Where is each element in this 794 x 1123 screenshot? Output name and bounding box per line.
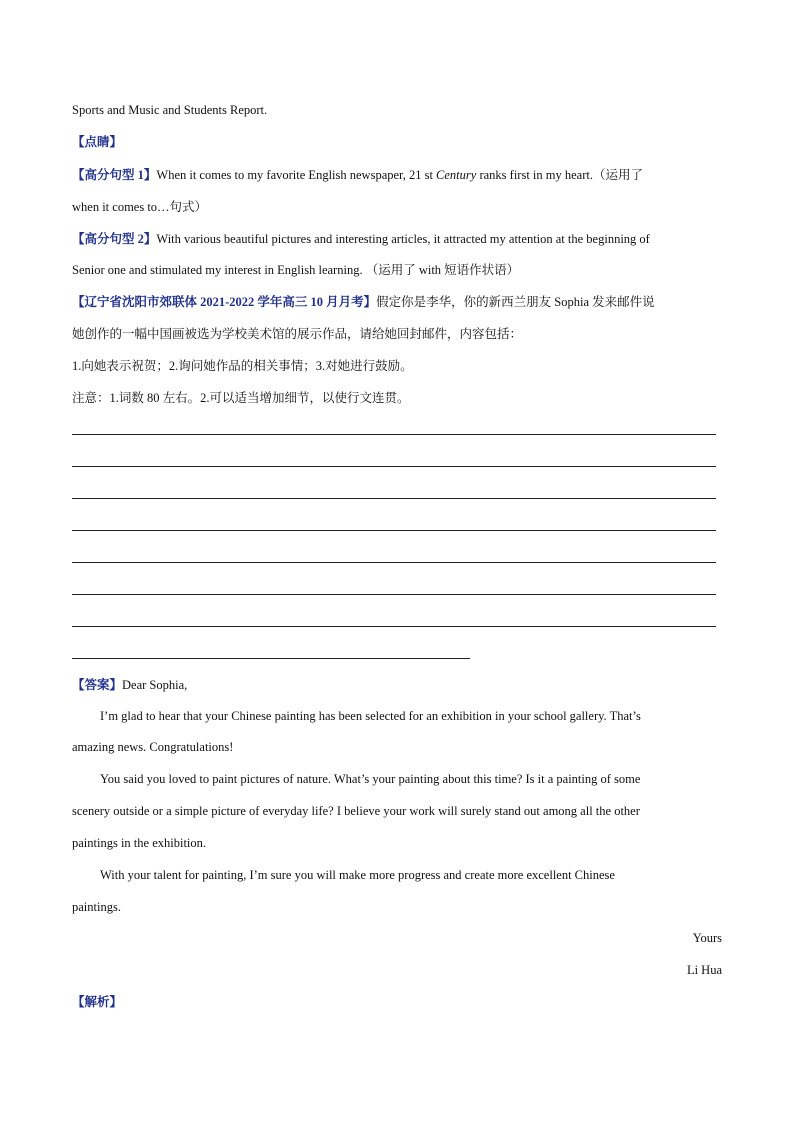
answer-heading <box>72 676 722 694</box>
answer-p2-line3: paintings in the exhibition. <box>72 836 207 850</box>
jiexi-heading <box>72 993 722 1011</box>
point2-text: With various beautiful pictures and interesting articles, it attracted my attention at the beginning of <box>156 232 650 246</box>
answer-signature: Li Hua <box>686 963 722 977</box>
question-line3: 1.向她表示祝贺；2.询问她作品的相关事情；3.对她进行鼓励。 <box>72 359 413 373</box>
writing-rule-5 <box>72 562 716 563</box>
answer-label: 【答案】 <box>72 678 123 692</box>
jiexi-label: 【解析】 <box>72 995 123 1009</box>
point2-cont: Senior one and stimulated my interest in English learning. （运用了 with 短语作状语） <box>72 263 520 277</box>
question-line2: 她创作的一幅中国画被选为学校美术馆的展示作品，请给她回封邮件，内容包括： <box>72 327 523 341</box>
point1-label: 【高分句型 1】 <box>72 168 157 182</box>
point2-line <box>72 230 722 248</box>
question-line4: 注意：1.词数 80 左右。2.可以适当增加细节，以使行文连贯。 <box>72 391 410 405</box>
point1-line <box>72 166 722 184</box>
answer-p2-line1: You said you loved to paint pictures of nature. What’s your painting about this time? Is it a painting of some <box>100 772 641 786</box>
writing-rule-7 <box>72 626 716 627</box>
answer-p1-line1: I’m glad to hear that your Chinese painting has been selected for an exhibition in your school gallery. That’s <box>100 709 641 723</box>
answer-p3-line1: With your talent for painting, I’m sure you will make more progress and create more excellent Chinese <box>100 868 615 882</box>
writing-rule-6 <box>72 594 716 595</box>
answer-p1-line2: amazing news. Congratulations! <box>72 740 234 754</box>
point1-cont: when it comes to…句式） <box>72 200 208 214</box>
writing-rule-2 <box>72 466 716 467</box>
top-line: Sports and Music and Students Report. <box>72 103 268 117</box>
writing-rule-1 <box>72 434 716 435</box>
point2-label: 【高分句型 2】 <box>72 232 157 246</box>
writing-rule-4 <box>72 530 716 531</box>
question-label: 【辽宁省沈阳市郊联体 2021-2022 学年高三 10 月月考】 <box>72 295 377 309</box>
dianjing-heading <box>72 133 722 151</box>
point1-text-after: ranks first in my heart.（运用了 <box>476 168 643 182</box>
writing-rule-8 <box>72 658 470 659</box>
writing-rule-3 <box>72 498 716 499</box>
answer-closing: Yours <box>692 931 722 945</box>
question-text: 假定你是李华，你的新西兰朋友 Sophia 发来邮件说 <box>376 295 655 309</box>
point1-italic: Century <box>436 168 477 182</box>
question-line1 <box>72 293 722 311</box>
answer-greeting: Dear Sophia, <box>122 678 188 692</box>
dianjing-label: 【点睛】 <box>72 135 123 149</box>
answer-p3-line2: paintings. <box>72 900 121 914</box>
answer-p2-line2: scenery outside or a simple picture of everyday life? I believe your work will surely stand out among all the other <box>72 804 640 818</box>
point1-text-before: When it comes to my favorite English newspaper, 21 st <box>156 168 437 182</box>
